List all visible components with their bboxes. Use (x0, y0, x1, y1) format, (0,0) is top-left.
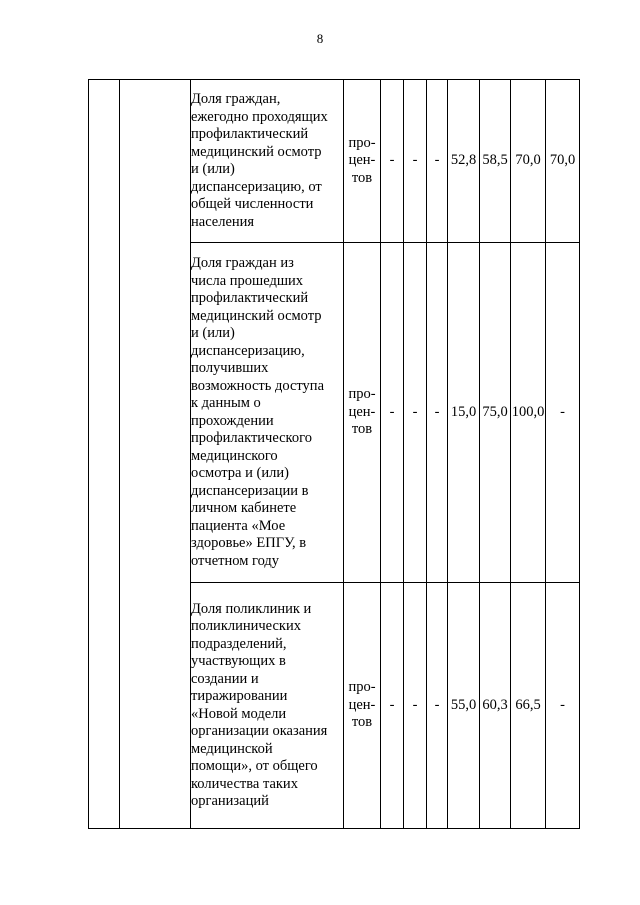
goal-cell (120, 80, 191, 829)
value-cell: - (381, 583, 404, 829)
value-cell: 75,0 (480, 243, 511, 583)
value-cell: 58,5 (480, 80, 511, 243)
value-cell: 100,0 (511, 243, 546, 583)
value-cell: 52,8 (448, 80, 480, 243)
value-cell: - (427, 80, 448, 243)
value-cell: - (404, 80, 427, 243)
value-cell: 60,3 (480, 583, 511, 829)
value-cell: 15,0 (448, 243, 480, 583)
unit-cell: про- цен- тов (344, 243, 381, 583)
indicator-cell: Доля граждан из числа прошедших профилактический медицинский осмотр и (или) диспансеризацию, получивших возможность доступа к данным о прохождении профилактического медицинского осмотра и (или) диспансеризации в личном кабинете пациента «Мое здоровье» ЕПГУ, в отчетном году (191, 243, 344, 583)
value-cell: - (381, 80, 404, 243)
indicator-cell: Доля поликлиник и поликлинических подразделений, участвующих в создании и тиражировании «Новой модели организации оказания медицинской помощи», от общего количества таких организаций (191, 583, 344, 829)
value-cell: 70,0 (511, 80, 546, 243)
value-cell: 66,5 (511, 583, 546, 829)
value-cell: - (427, 583, 448, 829)
value-cell: - (404, 243, 427, 583)
value-cell: 55,0 (448, 583, 480, 829)
value-cell: - (381, 243, 404, 583)
value-cell: - (546, 583, 580, 829)
indicator-cell: Доля граждан, ежегодно проходящих профилактический медицинский осмотр и (или) диспансеризацию, от общей численности населения (191, 80, 344, 243)
table-row (89, 80, 580, 243)
value-cell: - (427, 243, 448, 583)
indicators-table (88, 79, 580, 829)
value-cell: - (546, 243, 580, 583)
value-cell: 70,0 (546, 80, 580, 243)
unit-cell: про- цен- тов (344, 80, 381, 243)
page-number: 8 (316, 31, 324, 46)
number-cell (89, 80, 120, 829)
unit-cell: про- цен- тов (344, 583, 381, 829)
value-cell: - (404, 583, 427, 829)
